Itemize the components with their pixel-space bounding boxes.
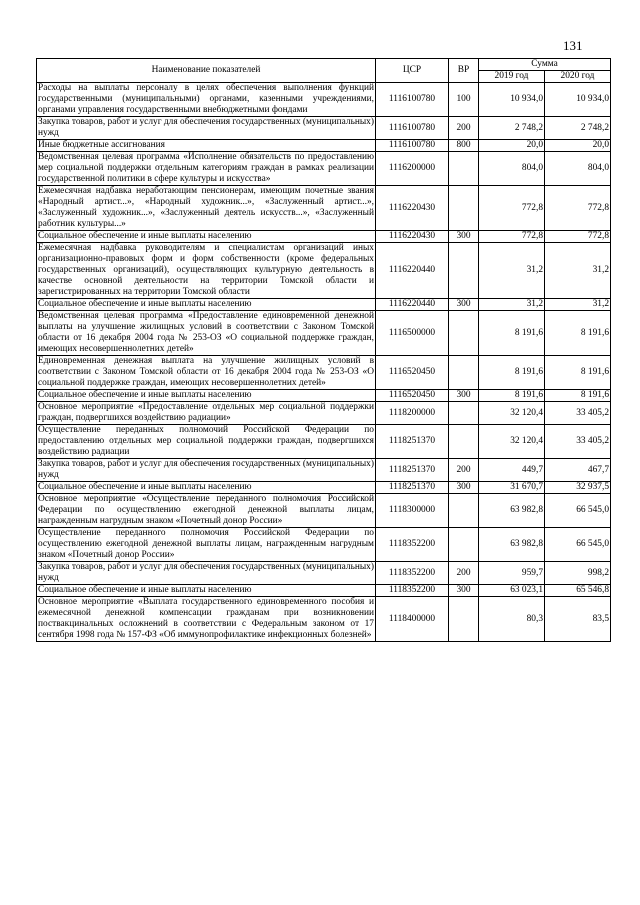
row-name: Закупка товаров, работ и услуг для обеспечения государственных (муниципальных) нужд [38, 117, 374, 138]
header-name: Наименование показателей [37, 59, 376, 83]
row-2020: 31,2 [545, 243, 611, 299]
row-2019: 804,0 [479, 152, 545, 186]
table-row [37, 459, 611, 482]
row-2019: 772,8 [479, 186, 545, 231]
row-2019: 8 191,6 [479, 390, 545, 402]
header-sum: Сумма [479, 59, 611, 71]
table-row [37, 494, 611, 528]
row-2019: 32 120,4 [479, 402, 545, 425]
row-2020: 20,0 [545, 140, 611, 152]
row-vr [449, 311, 479, 356]
row-name: Социальное обеспечение и иные выплаты населению [37, 482, 376, 494]
header-2020: 2020 год [545, 71, 611, 83]
table-row [37, 186, 611, 231]
row-name: Ежемесячная надбавка руководителям и специалистам организаций иных организационно-правовых форм и форм собственности (кроме федеральных государственных организаций), осуществляющих культурную деятельность в качестве основной деятельности на территории Томской области и зарегистрированных на территории Томской области [38, 243, 374, 297]
table-row [37, 562, 611, 585]
row-csr: 1116220430 [376, 186, 449, 231]
table-row [37, 402, 611, 425]
row-2020: 998,2 [545, 562, 611, 585]
row-2019: 31 670,7 [479, 482, 545, 494]
header-vr: ВР [449, 59, 479, 83]
row-name: Ежемесячная надбавка неработающим пенсионерам, имеющим почетные звания «Народный артист...», «Народный художник...», «Заслуженный артист...», «Заслуженный художник...», «Заслуженный деятель искусств...», «Заслуженный работник культуры...» [38, 186, 374, 229]
header-2019: 2019 год [479, 71, 545, 83]
table-row [37, 117, 611, 140]
table-row [37, 425, 611, 459]
row-name: Ведомственная целевая программа «Предоставление единовременной денежной выплаты на улучшение жилищных условий в соответствии с Законом Томской области от 16 декабря 2004 года № 253-ОЗ «О социальной поддержке граждан, имеющих несовершеннолетних детей» [38, 311, 374, 354]
row-name: Осуществление переданных полномочий Российской Федерации по предоставлению отдельных мер социальной поддержки граждан, подвергшихся воздействию радиации [38, 425, 374, 457]
row-vr: 300 [449, 390, 479, 402]
row-name: Социальное обеспечение и иные выплаты населению [37, 231, 376, 243]
row-csr: 1118251370 [376, 459, 449, 482]
row-name: Расходы на выплаты персоналу в целях обеспечения выполнения функций государственными (муниципальными) органами, казенными учреждениями, органами управления государственными внебюджетными фондами [38, 83, 374, 115]
row-2019: 63 982,8 [479, 528, 545, 562]
table-row [37, 482, 611, 494]
row-2019: 959,7 [479, 562, 545, 585]
row-csr: 1116100780 [376, 83, 449, 117]
row-2019: 20,0 [479, 140, 545, 152]
row-2020: 83,5 [545, 597, 611, 642]
row-vr: 300 [449, 299, 479, 311]
row-csr: 1116520450 [376, 356, 449, 390]
row-vr: 200 [449, 117, 479, 140]
row-vr [449, 152, 479, 186]
row-2020: 33 405,2 [545, 425, 611, 459]
row-2019: 449,7 [479, 459, 545, 482]
row-vr: 200 [449, 562, 479, 585]
row-2019: 772,8 [479, 231, 545, 243]
row-vr: 100 [449, 83, 479, 117]
row-2020: 65 546,8 [545, 585, 611, 597]
table-row [37, 243, 611, 299]
row-vr: 300 [449, 585, 479, 597]
table-row [37, 356, 611, 390]
row-name: Иные бюджетные ассигнования [37, 140, 376, 152]
row-2020: 31,2 [545, 299, 611, 311]
header-csr: ЦСР [376, 59, 449, 83]
row-2020: 32 937,5 [545, 482, 611, 494]
row-name: Закупка товаров, работ и услуг для обеспечения государственных (муниципальных) нужд [38, 562, 374, 583]
page-number: 131 [563, 38, 583, 53]
row-2019: 63 023,1 [479, 585, 545, 597]
table-row [37, 140, 611, 152]
row-vr [449, 402, 479, 425]
row-vr: 800 [449, 140, 479, 152]
row-name: Основное мероприятие «Выплата государственного единовременного пособия и ежемесячной денежной компенсации гражданам при возникновении поствакцинальных осложнений в соответствии с Федеральным законом от 17 сентября 1998 года № 157-ФЗ «Об иммунопрофилактике инфекционных болезней» [38, 597, 374, 640]
row-csr: 1118300000 [376, 494, 449, 528]
row-2020: 467,7 [545, 459, 611, 482]
row-vr [449, 356, 479, 390]
row-csr: 1116220440 [376, 243, 449, 299]
row-2020: 772,8 [545, 231, 611, 243]
row-2020: 2 748,2 [545, 117, 611, 140]
row-vr [449, 597, 479, 642]
row-csr: 1116100780 [376, 140, 449, 152]
row-2020: 772,8 [545, 186, 611, 231]
row-2020: 66 545,0 [545, 528, 611, 562]
row-vr [449, 186, 479, 231]
row-vr: 200 [449, 459, 479, 482]
budget-table [36, 58, 611, 642]
row-2019: 32 120,4 [479, 425, 545, 459]
row-2019: 8 191,6 [479, 356, 545, 390]
row-2019: 8 191,6 [479, 311, 545, 356]
row-2019: 31,2 [479, 243, 545, 299]
row-name: Социальное обеспечение и иные выплаты населению [37, 390, 376, 402]
table-row [37, 597, 611, 642]
table-row [37, 528, 611, 562]
row-csr: 1118352200 [376, 562, 449, 585]
row-csr: 1116500000 [376, 311, 449, 356]
row-csr: 1118400000 [376, 597, 449, 642]
row-2020: 10 934,0 [545, 83, 611, 117]
table-row [37, 152, 611, 186]
row-2020: 66 545,0 [545, 494, 611, 528]
row-csr: 1116100780 [376, 117, 449, 140]
row-vr: 300 [449, 482, 479, 494]
row-name: Осуществление переданного полномочия Российской Федерации по осуществлению ежегодной денежной выплаты лицам, награжденным нагрудным знаком «Почетный донор России» [38, 528, 374, 560]
table-header-row [37, 59, 611, 71]
row-2020: 8 191,6 [545, 390, 611, 402]
row-csr: 1118352200 [376, 528, 449, 562]
table-row [37, 231, 611, 243]
row-vr [449, 494, 479, 528]
row-name: Социальное обеспечение и иные выплаты населению [37, 299, 376, 311]
row-name: Основное мероприятие «Предоставление отдельных мер социальной поддержки граждан, подвергшихся воздействию радиации» [38, 402, 374, 423]
row-name: Закупка товаров, работ и услуг для обеспечения государственных (муниципальных) нужд [38, 459, 374, 480]
row-csr: 1118251370 [376, 425, 449, 459]
table-row [37, 311, 611, 356]
row-csr: 1116520450 [376, 390, 449, 402]
row-csr: 1116200000 [376, 152, 449, 186]
row-2019: 63 982,8 [479, 494, 545, 528]
row-2019: 80,3 [479, 597, 545, 642]
row-csr: 1118251370 [376, 482, 449, 494]
row-2020: 804,0 [545, 152, 611, 186]
row-csr: 1116220430 [376, 231, 449, 243]
row-vr [449, 528, 479, 562]
row-vr [449, 425, 479, 459]
row-name: Основное мероприятие «Осуществление переданного полномочия Российской Федерации по осуществлению ежегодной денежной выплаты лицам, награжденным нагрудным знаком «Почетный донор России» [38, 494, 374, 526]
row-2020: 8 191,6 [545, 356, 611, 390]
row-csr: 1118200000 [376, 402, 449, 425]
row-vr: 300 [449, 231, 479, 243]
row-2019: 2 748,2 [479, 117, 545, 140]
table-row [37, 585, 611, 597]
row-2019: 31,2 [479, 299, 545, 311]
row-name: Социальное обеспечение и иные выплаты населению [37, 585, 376, 597]
row-name: Ведомственная целевая программа «Исполнение обязательств по предоставлению мер социальной поддержки отдельным категориям граждан в рамках реализации государственной политики в сфере культуры и искусства» [38, 152, 374, 184]
row-vr [449, 243, 479, 299]
row-2020: 33 405,2 [545, 402, 611, 425]
row-name: Единовременная денежная выплата на улучшение жилищных условий в соответствии с Законом Томской области от 16 декабря 2004 года № 253-ОЗ «О социальной поддержке граждан, имеющих несовершеннолетних детей» [38, 356, 374, 388]
row-csr: 1118352200 [376, 585, 449, 597]
row-2019: 10 934,0 [479, 83, 545, 117]
table-row [37, 299, 611, 311]
row-2020: 8 191,6 [545, 311, 611, 356]
table-row [37, 83, 611, 117]
row-csr: 1116220440 [376, 299, 449, 311]
table-row [37, 390, 611, 402]
